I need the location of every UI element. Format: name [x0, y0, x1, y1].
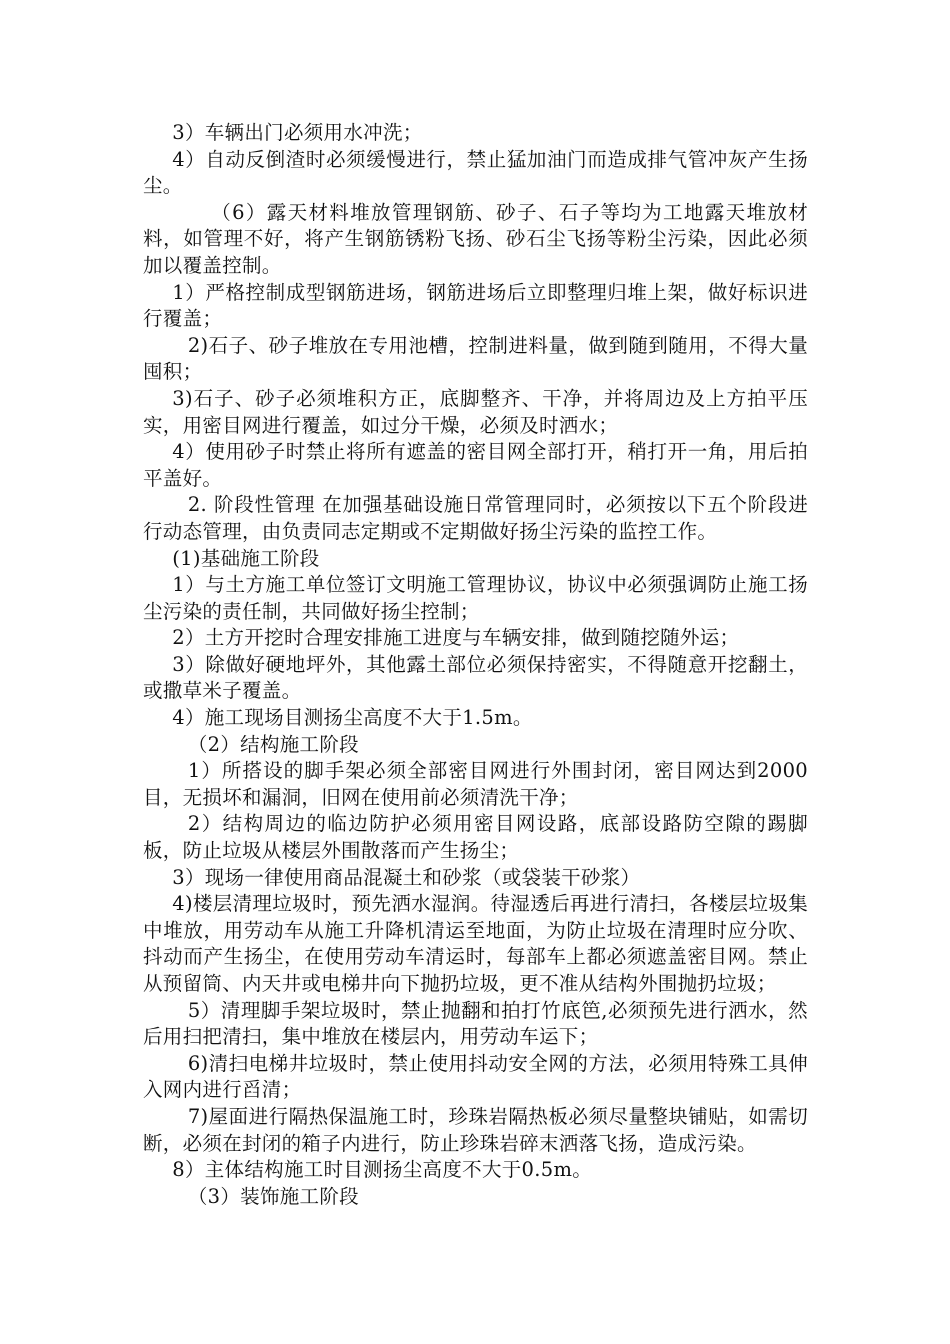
paragraph: 4）使用砂子时禁止将所有遮盖的密目网全部打开，稍打开一角，用后拍平盖好。 — [143, 440, 808, 490]
paragraph: （6）露天材料堆放管理钢筋、砂子、石子等均为工地露天堆放材料，如管理不好，将产生钢筋锈粉飞扬、砂石尘飞扬等粉尘污染，因此必须加以覆盖控制。 — [143, 200, 808, 277]
paragraph: 8）主体结构施工时目测扬尘高度不大于0.5m。 — [172, 1158, 593, 1182]
section-heading: （3）装饰施工阶段 — [187, 1184, 359, 1208]
paragraph: 3）除做好硬地坪外，其他露土部位必须保持密实，不得随意开挖翻土，或撒草米子覆盖。 — [143, 652, 808, 703]
section-heading: （2）结构施工阶段 — [187, 732, 359, 756]
section-heading: (1)基础施工阶段 — [172, 546, 320, 570]
paragraph: 1）与土方施工单位签订文明施工管理协议，协议中必须强调防止施工扬尘污染的责任制，共同做好扬尘控制； — [143, 573, 808, 623]
paragraph: 1）所搭设的脚手架必须全部密目网进行外围封闭，密目网达到2000目，无损坏和漏洞，旧网在使用前必须清洗干净； — [143, 759, 808, 809]
paragraph: 3）车辆出门必须用水冲洗； — [172, 121, 423, 144]
paragraph: 6)清扫电梯井垃圾时，禁止使用抖动安全网的方法，必须用特殊工具伸入网内进行舀清； — [143, 1051, 808, 1102]
paragraph: 2. 阶段性管理 在加强基础设施日常管理同时，必须按以下五个阶段进行动态管理，由负责同志定期或不定期做好扬尘污染的监控工作。 — [143, 493, 808, 543]
paragraph: 7)屋面进行隔热保温施工时，珍珠岩隔热板必须尽量整块铺贴，如需切断，必须在封闭的箱子内进行，防止珍珠岩碎末洒落飞扬，造成污染。 — [143, 1104, 808, 1155]
paragraph: 2)石子、砂子堆放在专用池槽，控制进料量，做到随到随用，不得大量囤积； — [143, 333, 808, 384]
paragraph: 4)楼层清理垃圾时，预先洒水湿润。待湿透后再进行清扫，各楼层垃圾集中堆放，用劳动车从施工升降机清运至地面，为防止垃圾在清理时应分吹、抖动而产生扬尘，在使用劳动车清运时，每部车上都必须遮盖密目网。禁止从预留筒、内天井或电梯井向下抛扔垃圾，更不准从结构外围抛扔垃圾； — [143, 892, 808, 995]
paragraph: 2）土方开挖时合理安排施工进度与车辆安排，做到随挖随外运； — [172, 626, 740, 650]
paragraph: 1）严格控制成型钢筋进场，钢筋进场后立即整理归堆上架，做好标识进行覆盖； — [143, 280, 808, 331]
paragraph: 2）结构周边的临边防护必须用密目网设路，底部设路防空隙的踢脚板，防止垃圾从楼层外围散落而产生扬尘； — [143, 812, 808, 863]
paragraph: 3)石子、砂子必须堆积方正，底脚整齐、干净，并将周边及上方拍平压实，用密目网进行覆盖，如过分干燥，必须及时洒水； — [143, 386, 808, 437]
document-body — [143, 120, 808, 1210]
paragraph: 3）现场一律使用商品混凝土和砂浆（或袋装干砂浆） — [172, 865, 641, 889]
paragraph: 4）自动反倒渣时必须缓慢进行，禁止猛加油门而造成排气管冲灰产生扬尘。 — [143, 147, 808, 198]
paragraph: 4）施工现场目测扬尘高度不大于1.5m。 — [172, 706, 533, 730]
paragraph: 5）清理脚手架垃圾时，禁止抛翻和拍打竹底笆,必须预先进行洒水，然后用扫把清扫，集中堆放在楼层内，用劳动车运下； — [143, 998, 808, 1049]
